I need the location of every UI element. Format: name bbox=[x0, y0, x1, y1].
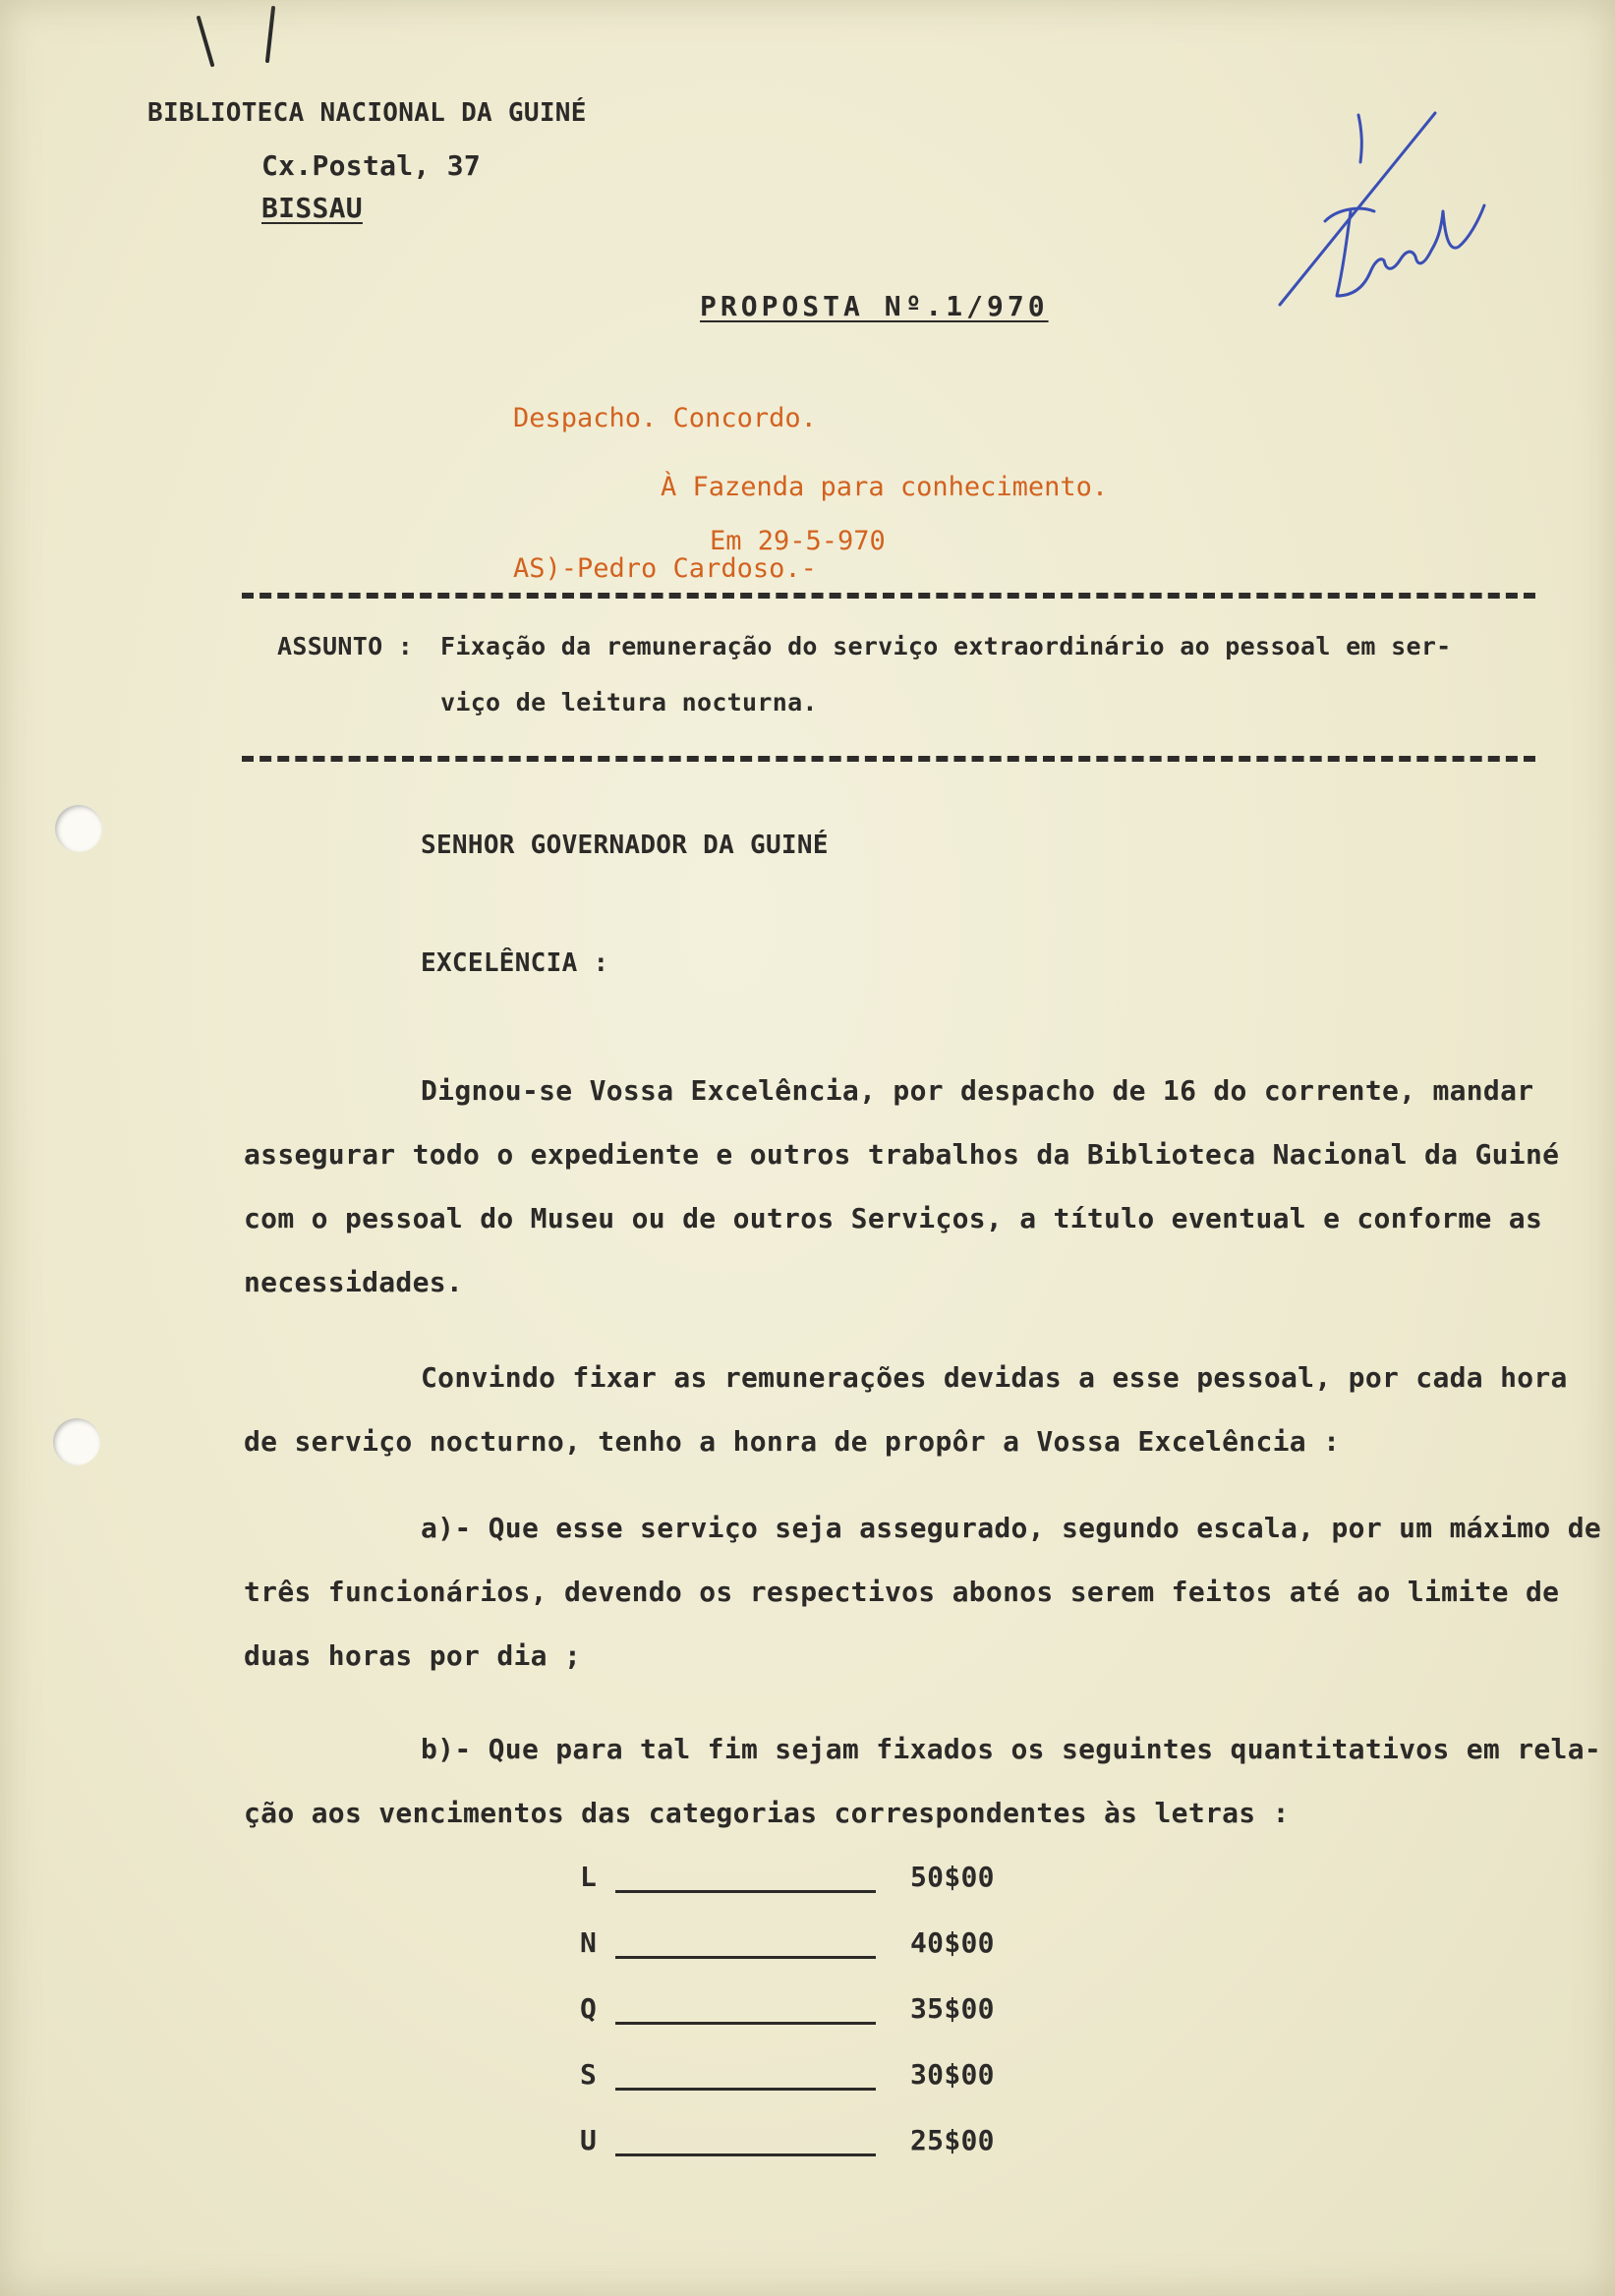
grade-letter: U bbox=[580, 2124, 598, 2156]
grade-amount: 50$00 bbox=[910, 1861, 995, 1893]
addressee: SENHOR GOVERNADOR DA GUINÉ bbox=[421, 831, 829, 860]
subject-line-2: viço de leitura nocturna. bbox=[440, 688, 818, 717]
greeting: EXCELÊNCIA : bbox=[421, 948, 609, 978]
punch-hole-lower bbox=[53, 1418, 100, 1465]
despacho-line-1: Despacho. Concordo. bbox=[513, 403, 817, 433]
grade-row bbox=[580, 2058, 1032, 2097]
divider-top bbox=[242, 593, 1535, 599]
para1-line: assegurar todo o expediente e outros trabalhos da Biblioteca Nacional da Guiné bbox=[244, 1138, 1560, 1171]
divider-bottom bbox=[242, 756, 1535, 762]
grade-letter: S bbox=[580, 2058, 598, 2091]
para2-line: de serviço nocturno, tenho a honra de propôr a Vossa Excelência : bbox=[244, 1425, 1341, 1458]
despacho-line-2: À Fazenda para conhecimento. bbox=[661, 472, 1109, 502]
para1-line: com o pessoal do Museu ou de outros Serviços, a título eventual e conforme as bbox=[244, 1202, 1543, 1234]
punch-hole-upper bbox=[55, 805, 102, 852]
grade-amount: 30$00 bbox=[910, 2058, 995, 2091]
para4-line: ção aos vencimentos das categorias correspondentes às letras : bbox=[244, 1797, 1290, 1829]
grade-leader-line bbox=[615, 1890, 876, 1893]
para3-line: duas horas por dia ; bbox=[244, 1639, 582, 1672]
para2-line: Convindo fixar as remunerações devidas a esse pessoal, por cada hora bbox=[421, 1361, 1568, 1394]
letterhead-institution: BIBLIOTECA NACIONAL DA GUINÉ bbox=[147, 98, 587, 128]
grade-amount: 40$00 bbox=[910, 1926, 995, 1959]
letterhead-postal-box: Cx.Postal, 37 bbox=[261, 149, 482, 182]
grade-letter: L bbox=[580, 1861, 598, 1893]
para1-line: necessidades. bbox=[244, 1266, 464, 1298]
letterhead-city: BISSAU bbox=[261, 192, 363, 224]
grade-letter: Q bbox=[580, 1992, 598, 2025]
grade-letter: N bbox=[580, 1926, 598, 1959]
grade-row bbox=[580, 1861, 1032, 1900]
subject-label: ASSUNTO : bbox=[277, 632, 414, 660]
despacho-date: Em 29-5-970 bbox=[710, 526, 886, 556]
pencil-marks bbox=[187, 0, 295, 79]
document-title: PROPOSTA Nº.1/970 bbox=[700, 290, 1049, 322]
grade-leader-line bbox=[615, 2153, 876, 2156]
grade-leader-line bbox=[615, 2022, 876, 2025]
despacho-signed: AS)-Pedro Cardoso.- bbox=[513, 553, 817, 584]
handwritten-signature bbox=[1268, 103, 1514, 319]
para1-line: Dignou-se Vossa Excelência, por despacho de 16 do corrente, mandar bbox=[421, 1074, 1534, 1107]
subject-line-1: Fixação da remuneração do serviço extraordinário ao pessoal em ser- bbox=[440, 632, 1452, 660]
para4-line: b)- Que para tal fim sejam fixados os seguintes quantitativos em rela- bbox=[421, 1733, 1602, 1765]
para3-line: três funcionários, devendo os respectivos abonos serem feitos até ao limite de bbox=[244, 1576, 1560, 1608]
grade-row bbox=[580, 2124, 1032, 2163]
grade-row bbox=[580, 1926, 1032, 1966]
grade-row bbox=[580, 1992, 1032, 2032]
grade-amount: 25$00 bbox=[910, 2124, 995, 2156]
grade-leader-line bbox=[615, 1956, 876, 1959]
grade-amount: 35$00 bbox=[910, 1992, 995, 2025]
grade-leader-line bbox=[615, 2088, 876, 2091]
para3-line: a)- Que esse serviço seja assegurado, segundo escala, por um máximo de bbox=[421, 1512, 1602, 1544]
